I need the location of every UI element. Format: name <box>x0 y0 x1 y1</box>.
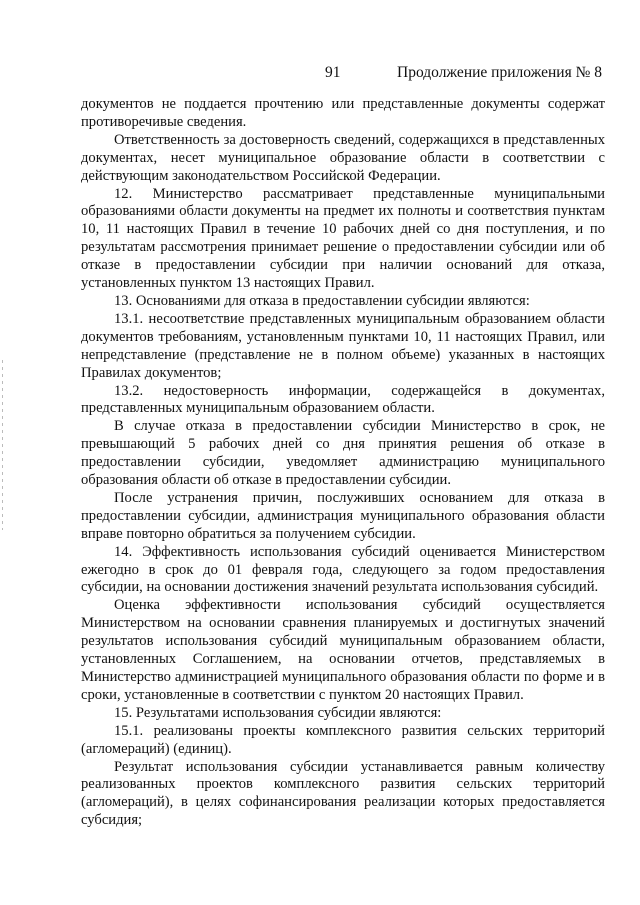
paragraph-12: 12. Министерство рассматривает представленные муниципальными образованиями области документы на предмет их полноты и соответствия пунктам 10, 11 настоящих Правил в течение 10 рабочих дней со дня поступления, и по результатам рассмотрения принимает решение о предоставлении субсидии или об отказе в предоставлении субсидии при наличии оснований для отказа, установленных пунктом 13 настоящих Правил. <box>81 185 605 292</box>
page-number: 91 <box>325 64 341 81</box>
paragraph-efficiency-assessment: Оценка эффективности использования субсидий осуществляется Министерством на основании сравнения планируемых и достигнутых значений результатов использования субсидий муниципальным образованием области, установленных Соглашением, на основании отчетов, представляемых в Министерство администрацией муниципального образования области по форме и в сроки, установленные в соответствии с пунктом 20 настоящих Правил. <box>81 597 605 703</box>
document-body <box>81 96 605 830</box>
paragraph-reapply: После устранения причин, послуживших основанием для отказа в предоставлении субсидии, администрация муниципального образования области вправе повторно обратиться за получением субсидии. <box>81 489 605 542</box>
paragraph-responsibility: Ответственность за достоверность сведений, содержащихся в представленных документах, несет муниципальное образование области в соответствии с действующим законодательством Российской Федерации. <box>81 131 605 184</box>
paragraph-13-1: 13.1. несоответствие представленных муниципальным образованием области документов требованиям, установленным пунктами 10, 11 настоящих Правил, или непредставление (представление не в полном объеме) указанных в настоящих Правилах документов; <box>81 310 605 381</box>
paragraph-continuation: документов не поддается прочтению или представленные документы содержат противоречивые сведения. <box>81 96 605 130</box>
appendix-title: Продолжение приложения № 8 <box>397 64 602 81</box>
page-header <box>0 64 640 84</box>
paragraph-15-1: 15.1. реализованы проекты комплексного развития сельских территорий (агломераций) (единиц). <box>81 722 605 757</box>
paragraph-14: 14. Эффективность использования субсидий оценивается Министерством ежегодно в срок до 01 февраля года, следующего за годом предоставления субсидии, на основании достижения значений результата использования субсидий. <box>81 543 605 596</box>
paragraph-13-2: 13.2. недостоверность информации, содержащейся в документах, представленных муниципальным образованием области. <box>81 382 605 417</box>
paragraph-refusal-notice: В случае отказа в предоставлении субсидии Министерство в срок, не превышающий 5 рабочих дней со дня принятия решения об отказе в предоставлении субсидии, уведомляет администрацию муниципального образования области об отказе в предоставлении субсидии. <box>81 418 605 489</box>
scan-margin-mark <box>2 360 3 530</box>
paragraph-13: 13. Основаниями для отказа в предоставлении субсидии являются: <box>114 292 530 309</box>
paragraph-15: 15. Результатами использования субсидии являются: <box>114 704 442 721</box>
paragraph-result-definition: Результат использования субсидии устанавливается равным количеству реализованных проектов комплексного развития сельских территорий (агломераций), в целях софинансирования реализации которых предоставляется субсидия; <box>81 758 605 829</box>
